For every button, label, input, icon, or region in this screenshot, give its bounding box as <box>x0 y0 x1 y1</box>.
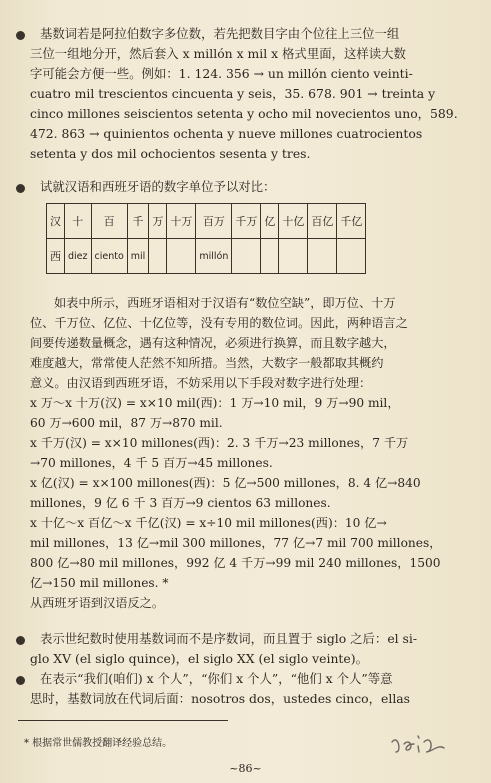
paragraph-cardinal-numbers <box>30 24 472 164</box>
handwritten-note <box>388 722 460 758</box>
table-cell <box>261 239 279 274</box>
table-cell: ciento <box>91 239 127 274</box>
text-line: x 十亿～x 百亿～x 千亿(汉) = x÷10 mil millones(西)：10 亿→ <box>30 516 387 530</box>
table-cell <box>308 239 337 274</box>
text-line: 800 亿→80 mil millones，992 亿 4 千万→99 mil 240 millones，1500 <box>30 556 441 570</box>
text-line: 在表示“我们(咱们) x 个人”，“你们 x 个人”，“他们 x 个人”等意 <box>40 671 393 686</box>
paragraph-conversion <box>30 293 472 613</box>
text-line: millones，9 亿 6 千 3 百万→9 cientos 63 millones. <box>30 496 331 510</box>
text-line: 难度越大，常常使人茫然不知所措。当然，大数字一般都取其概约 <box>30 356 384 370</box>
table-cell: diez <box>65 239 92 274</box>
table-cell: 亿 <box>261 204 279 239</box>
table-cell: 千亿 <box>337 204 366 239</box>
paragraph-compare-units <box>30 177 472 197</box>
bullet-icon <box>16 31 25 40</box>
text-line: 试就汉语和西班牙语的数字单位予以对比： <box>40 179 276 194</box>
footnote-divider <box>18 720 228 721</box>
text-line: 三位一组地分开，然后套入 x millón x mil x 格式里面，这样读大数 <box>30 46 406 61</box>
number-units-table <box>46 203 366 274</box>
text-line: 表示世纪数时使用基数词而不是序数词，而且置于 siglo 之后：el si- <box>40 631 418 646</box>
text-line: 意义。由汉语到西班牙语，不妨采用以下手段对数字进行处理： <box>30 376 372 390</box>
text-line: x 千万(汉) = x×10 millones(西)：2. 3 千万→23 millones，7 千万 <box>30 436 409 450</box>
table-cell: 十 <box>65 204 92 239</box>
text-line: 位、千万位、亿位、十亿位等，没有专用的数位词。因此，两种语言之 <box>30 316 408 330</box>
text-line: cinco millones seiscientos setenta y ocho mil novecientos uno，589. <box>30 106 458 121</box>
table-row-chinese <box>47 204 366 239</box>
text-line: 如表中所示，西班牙语相对于汉语有“数位空缺”，即万位、十万 <box>54 296 396 310</box>
table-cell <box>279 239 308 274</box>
text-line: glo XV (el siglo quince)，el siglo XX (el siglo veinte)。 <box>30 651 368 666</box>
page-number: ~86~ <box>229 762 262 775</box>
bullet-icon <box>16 676 25 685</box>
table-cell: 百 <box>91 204 127 239</box>
text-line: 基数词若是阿拉伯数字多位数，若先把数目字由个位往上三位一组 <box>40 26 400 41</box>
text-line: x 万～x 十万(汉) = x×10 mil(西)：1 万→10 mil，9 万→90 mil， <box>30 396 400 410</box>
text-line: 间要传递数量概念，遇有这种情况，必须进行换算，而且数字越大， <box>30 336 396 350</box>
text-line: mil millones，13 亿→mil 300 millones，77 亿→7 mil 700 millones， <box>30 536 442 550</box>
table-cell: 十万 <box>167 204 196 239</box>
text-line: 472. 863 → quinientos ochenta y nueve millones cuatrocientos <box>30 126 423 141</box>
text-line: x 亿(汉) = x×100 millones(西)：5 亿→500 millones，8. 4 亿→840 <box>30 476 421 490</box>
paragraph-centuries <box>30 629 472 669</box>
table-cell: 十亿 <box>279 204 308 239</box>
text-line: 从西班牙语到汉语反之。 <box>30 596 165 610</box>
table-cell: mil <box>127 239 149 274</box>
bullet-icon <box>16 184 25 193</box>
paragraph-pronouns <box>30 669 472 709</box>
table-cell: 万 <box>149 204 167 239</box>
table-cell: 汉 <box>47 204 65 239</box>
text-line: cuatro mil trescientos cincuenta y seis，35. 678. 901 → treinta y <box>30 86 436 101</box>
bullet-icon <box>16 636 25 645</box>
text-line: 字可能会方便一些。例如：1. 124. 356 → un millón ciento veinti- <box>30 66 413 81</box>
table-cell <box>232 239 261 274</box>
table-cell: 百亿 <box>308 204 337 239</box>
table-cell <box>149 239 167 274</box>
text-line: 60 万→600 mil，87 万→870 mil. <box>30 416 223 430</box>
table-cell <box>167 239 196 274</box>
text-line: →70 millones，4 千 5 百万→45 millones. <box>30 456 273 470</box>
footnote: * 根据常世儒教授翻译经验总结。 <box>24 738 173 749</box>
table-cell: millón <box>196 239 232 274</box>
table-cell: 西 <box>47 239 65 274</box>
table-row-spanish <box>47 239 366 274</box>
text-line: 亿→150 mil millones. * <box>30 576 169 590</box>
table-cell: 百万 <box>196 204 232 239</box>
table-cell: 千 <box>127 204 149 239</box>
table-cell <box>337 239 366 274</box>
text-line: 思时，基数词放在代词后面：nosotros dos，ustedes cinco，ellas <box>30 691 411 706</box>
text-line: setenta y dos mil ochocientos sesenta y tres. <box>30 146 311 161</box>
table-cell: 千万 <box>232 204 261 239</box>
